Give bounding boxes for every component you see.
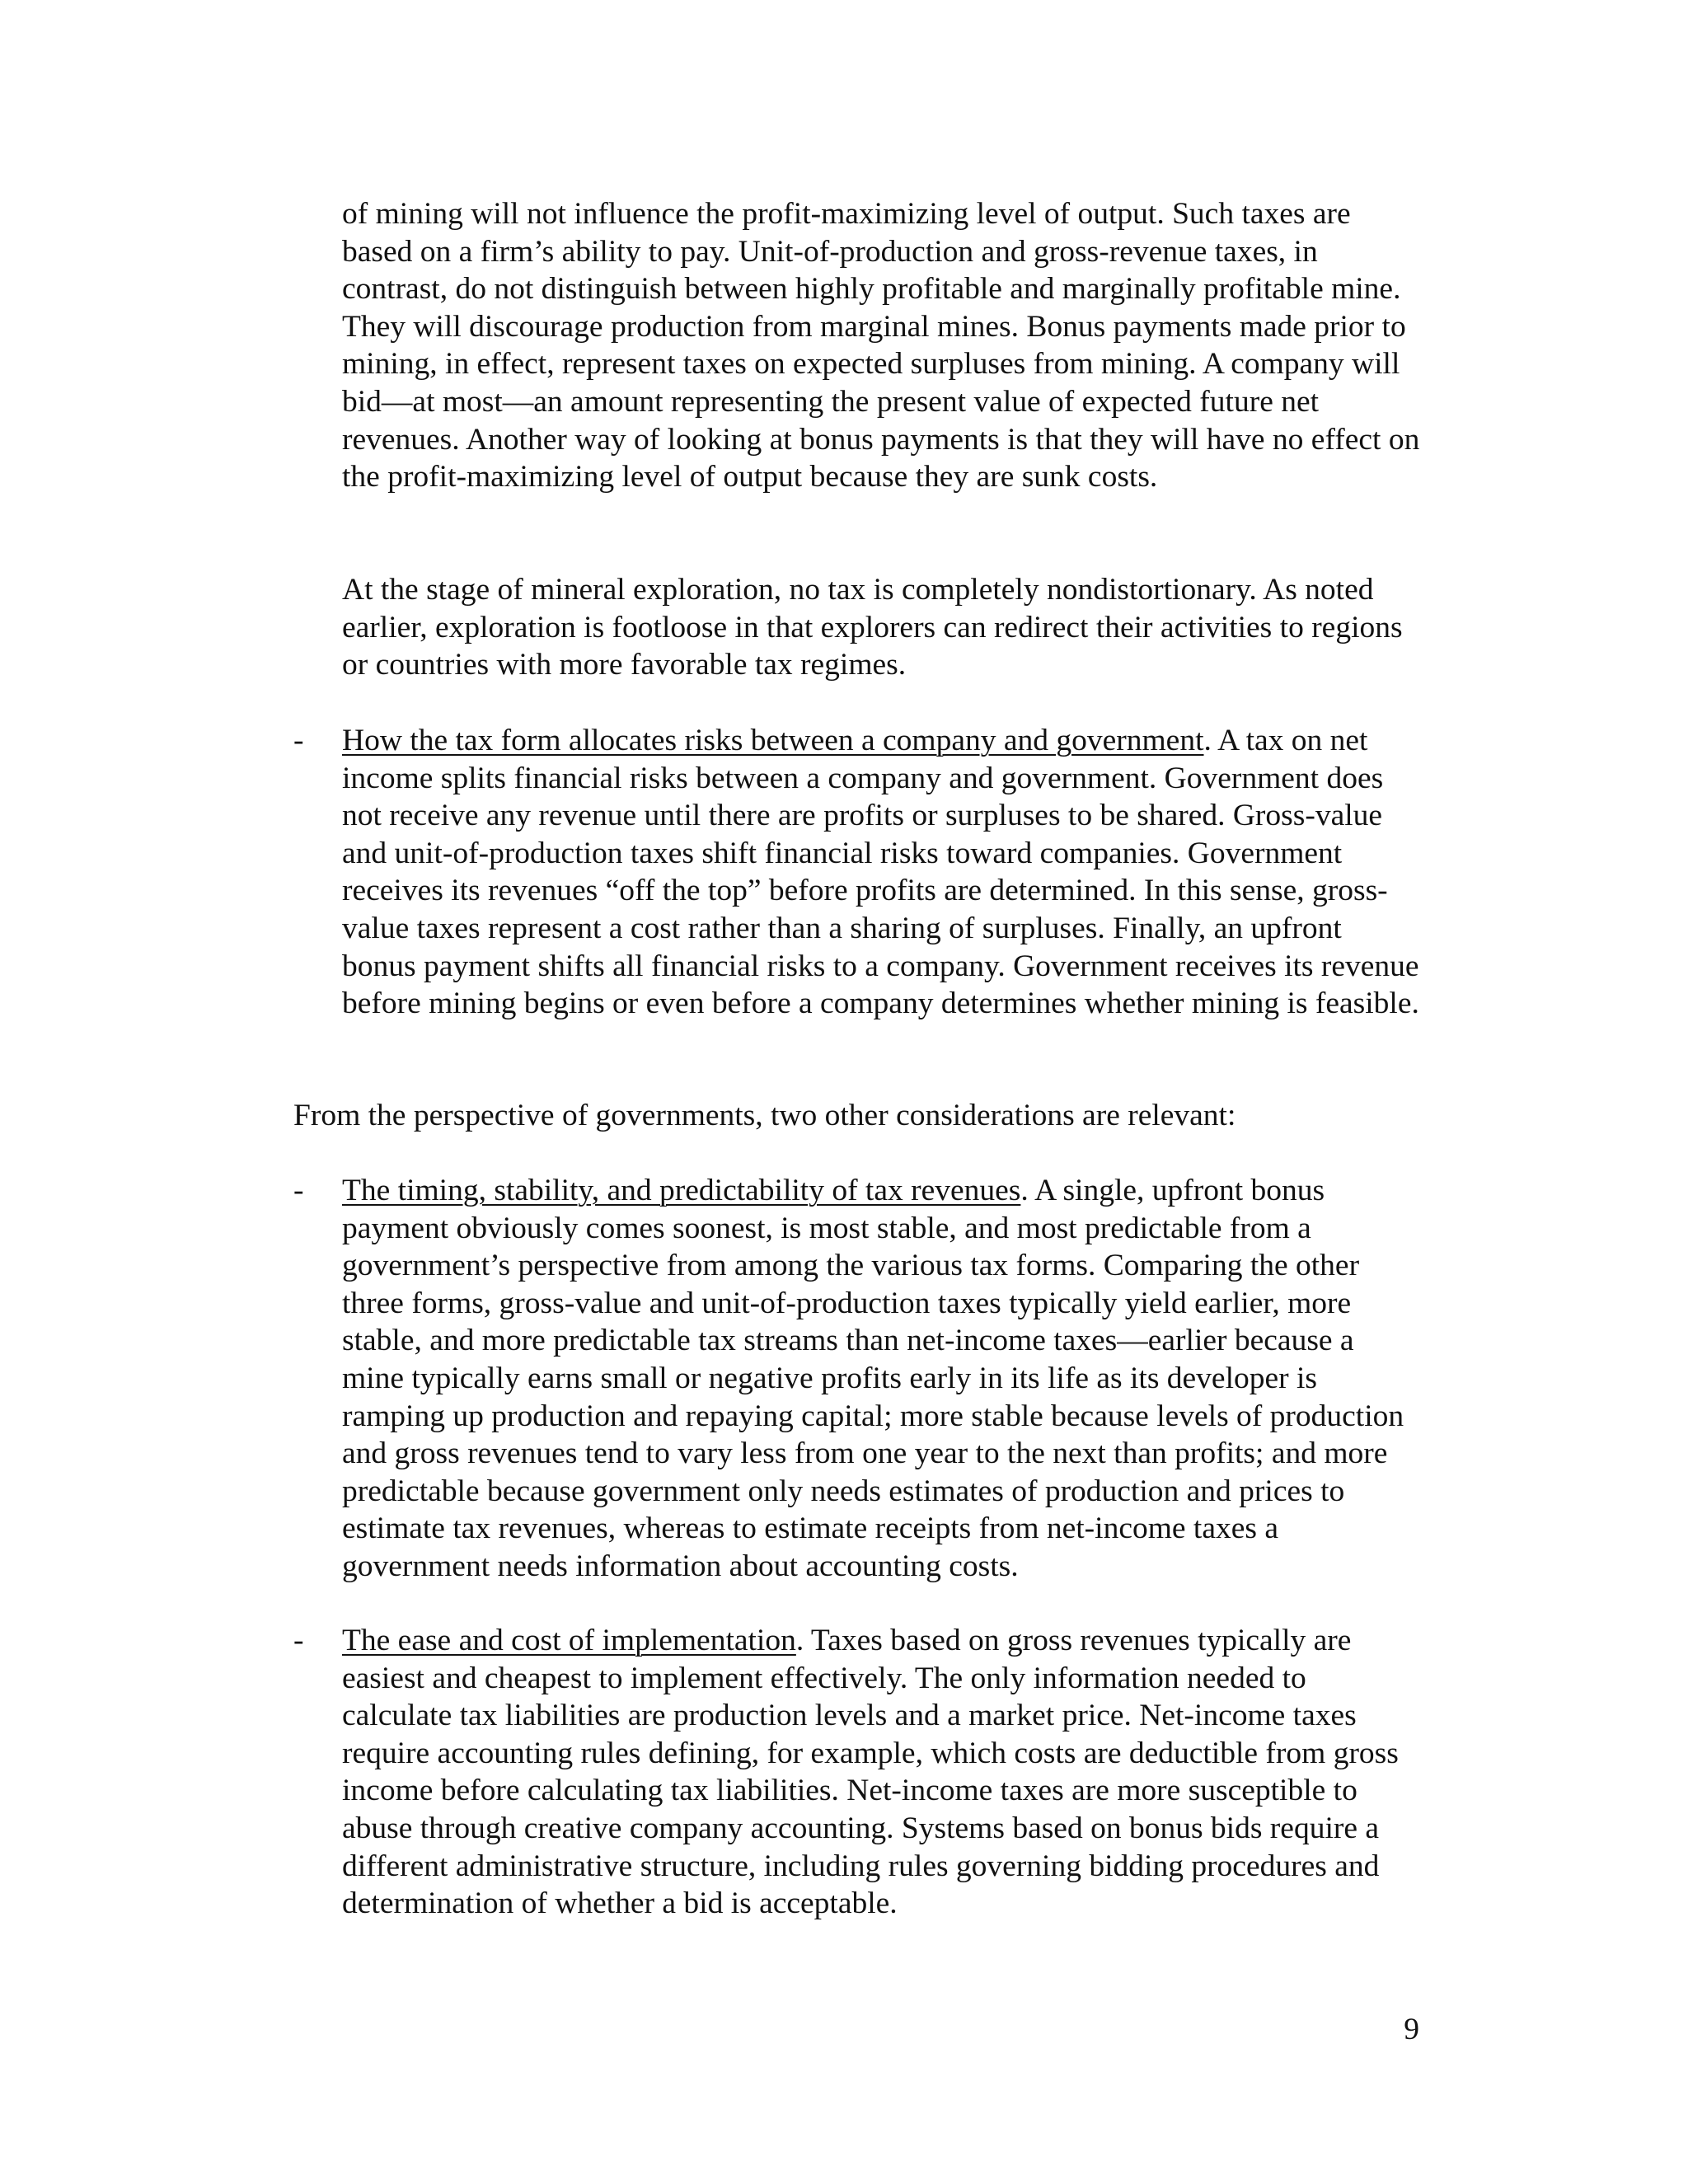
bullet-dash: - bbox=[293, 1624, 304, 1657]
paragraph-governments-intro: From the perspective of governments, two other considerations are relevant: bbox=[293, 1099, 1236, 1132]
bullet-dash: - bbox=[293, 1174, 304, 1207]
bullet-timing-heading: The timing, stability, and predictability of tax revenues bbox=[342, 1174, 1021, 1207]
bullet-ease-text bbox=[342, 1622, 1423, 1923]
page-number: 9 bbox=[1404, 2013, 1419, 2046]
bullet-timing-text bbox=[342, 1172, 1423, 1586]
bullet-risk-body: . A tax on net income splits financial risks between a company and government. Government does not receive any revenue until there are profits or surpluses to be shared. Gross-value and unit-of-production taxes shift financial risks toward companies. Government receives its revenues “off the top” before profits are determined. In this sense, gross-value taxes represent a cost rather than a sharing of surpluses. Finally, an upfront bonus payment shifts all financial risks to a company. Government receives its revenue before mining begins or even before a company determines whether mining is feasible. bbox=[342, 724, 1419, 1021]
bullet-risk-text bbox=[342, 722, 1423, 1023]
bullet-ease-body: . Taxes based on gross revenues typically are easiest and cheapest to implement effectively. The only information needed to calculate tax liabilities are production levels and a market price. Net-income taxes require accounting rules defining, for example, which costs are deductible from gross income before calculating tax liabilities. Net-income taxes are more susceptible to abuse through creative company accounting. Systems based on bonus bids require a different administrative structure, including rules governing bidding procedures and determination of whether a bid is acceptable. bbox=[342, 1624, 1399, 1921]
paragraph-continuation: of mining will not influence the profit-maximizing level of output. Such taxes are based on a firm’s ability to pay. Unit-of-production and gross-revenue taxes, in contrast, do not distinguish between highly profitable and marginally profitable mine. They will discourage production from marginal mines. Bonus payments made prior to mining, in effect, represent taxes on expected surpluses from mining. A company will bid—at most—an amount representing the present value of expected future net revenues. Another way of looking at bonus payments is that they will have no effect on the profit-maximizing level of output because they are sunk costs. bbox=[342, 197, 1420, 494]
bullet-risk-heading: How the tax form allocates risks between a company and government bbox=[342, 724, 1204, 757]
bullet-ease-heading: The ease and cost of implementation bbox=[342, 1624, 796, 1657]
bullet-dash: - bbox=[293, 724, 304, 757]
bullet-timing-body: . A single, upfront bonus payment obviously comes soonest, is most stable, and most predictable from a government’s perspective from among the various tax forms. Comparing the other three forms, gross-value and unit-of-production taxes typically yield earlier, more stable, and more predictable tax streams than net-income taxes—earlier because a mine typically earns small or negative profits early in its life as its developer is ramping up production and repaying capital; more stable because levels of production and gross revenues tend to vary less from one year to the next than profits; and more predictable because government only needs estimates of production and prices to estimate tax revenues, whereas to estimate receipts from net-income taxes a government needs information about accounting costs. bbox=[342, 1174, 1404, 1583]
paragraph-exploration: At the stage of mineral exploration, no tax is completely nondistortionary. As noted earlier, exploration is footloose in that explorers can redirect their activities to regions or countries with more favorable tax regimes. bbox=[342, 573, 1403, 682]
